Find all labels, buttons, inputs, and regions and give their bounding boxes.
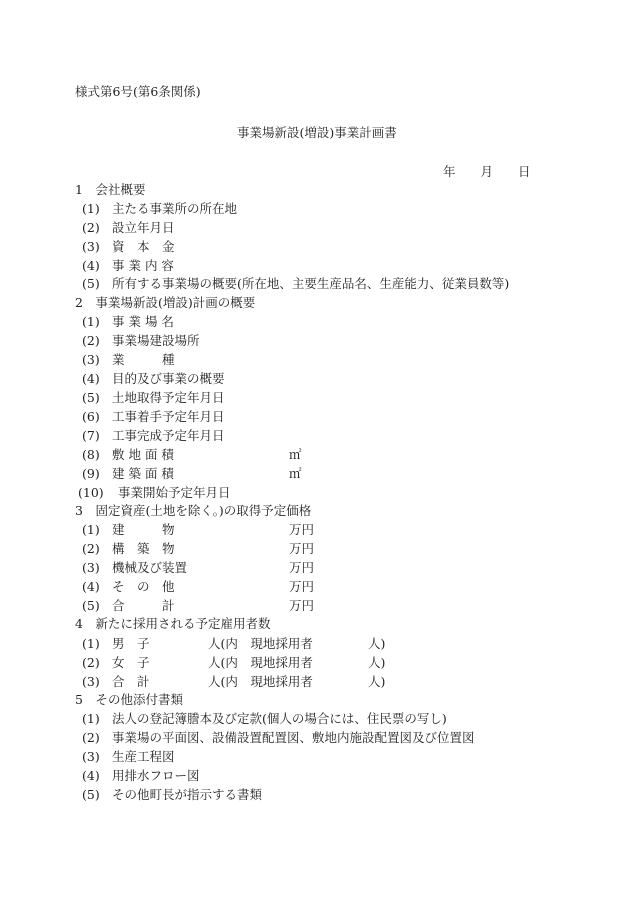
document-title: 事業場新設(増設)事業計画書 xyxy=(237,125,397,140)
item-label: 合 計 xyxy=(112,674,150,689)
persons-field: 人(内 現地採用者 xyxy=(208,674,313,689)
item-number: (4) xyxy=(82,768,100,783)
item-label: 用排水フロー図 xyxy=(112,768,200,783)
unit-label: 万円 xyxy=(289,541,315,556)
persons-close: 人) xyxy=(368,636,386,651)
section-heading: 1 会社概要 xyxy=(75,182,146,197)
item-label: 業 種 xyxy=(112,352,175,367)
item-number: (4) xyxy=(82,579,100,594)
item-label: 男 子 xyxy=(112,636,150,651)
item-number: (4) xyxy=(82,371,100,386)
unit-label: ㎡ xyxy=(289,447,302,462)
item-label: 事業場建設場所 xyxy=(112,333,200,348)
item-number: (2) xyxy=(82,730,100,745)
item-label: 敷 地 面 積 xyxy=(112,447,174,462)
unit-label: ㎡ xyxy=(289,466,302,481)
item-number: (5) xyxy=(82,276,100,291)
item-number: (1) xyxy=(82,522,100,537)
item-label: 工事着手予定年月日 xyxy=(112,409,225,424)
item-number: (2) xyxy=(82,541,100,556)
item-label: 設立年月日 xyxy=(112,220,175,235)
unit-label: 万円 xyxy=(289,579,315,594)
item-label: 所有する事業場の概要(所在地、主要生産品名、生産能力、従業員数等) xyxy=(112,276,510,291)
section-heading: 2 事業場新設(増設)計画の概要 xyxy=(75,295,256,310)
item-label: 機械及び装置 xyxy=(112,560,188,575)
item-number: (3) xyxy=(82,239,100,254)
item-label: 資 本 金 xyxy=(112,239,175,254)
item-number: (8) xyxy=(82,447,100,462)
form-number: 様式第6号(第6条関係) xyxy=(75,84,201,99)
item-number: (2) xyxy=(82,220,100,235)
date-line: 年 月 日 xyxy=(443,164,531,179)
item-number: (3) xyxy=(82,674,100,689)
item-number: (1) xyxy=(82,711,100,726)
item-number: (3) xyxy=(82,352,100,367)
item-number: (2) xyxy=(82,333,100,348)
unit-label: 万円 xyxy=(289,598,315,613)
item-number: (1) xyxy=(82,201,100,216)
item-number: (1) xyxy=(82,636,100,651)
section-heading: 4 新たに採用される予定雇用者数 xyxy=(75,616,271,631)
item-number: (5) xyxy=(82,787,100,802)
item-number: (3) xyxy=(82,749,100,764)
item-label: 事 業 場 名 xyxy=(112,314,174,329)
item-number: (1) xyxy=(82,314,100,329)
item-label: そ の 他 xyxy=(112,579,175,594)
item-number: (7) xyxy=(82,428,100,443)
unit-label: 万円 xyxy=(289,560,315,575)
item-label: 主たる事業所の所在地 xyxy=(112,201,238,216)
item-label: 法人の登記簿謄本及び定款(個人の場合には、住民票の写し) xyxy=(112,711,447,726)
item-label: 目的及び事業の概要 xyxy=(112,371,225,386)
item-label: その他町長が指示する書類 xyxy=(112,787,263,802)
item-label: 土地取得予定年月日 xyxy=(112,390,225,405)
item-number: (10) xyxy=(78,485,104,500)
item-number: (9) xyxy=(82,466,100,481)
persons-field: 人(内 現地採用者 xyxy=(208,655,313,670)
item-label: 建 築 面 積 xyxy=(112,466,174,481)
item-label: 合 計 xyxy=(112,598,175,613)
unit-label: 万円 xyxy=(289,522,315,537)
persons-field: 人(内 現地採用者 xyxy=(208,636,313,651)
item-label: 事業場の平面図、設備設置配置図、敷地内施設配置図及び位置図 xyxy=(112,730,475,745)
item-label: 事業開始予定年月日 xyxy=(118,485,231,500)
item-number: (5) xyxy=(82,598,100,613)
item-label: 建 物 xyxy=(112,522,175,537)
persons-close: 人) xyxy=(368,674,386,689)
item-number: (4) xyxy=(82,258,100,273)
item-label: 工事完成予定年月日 xyxy=(112,428,225,443)
item-label: 構 築 物 xyxy=(112,541,175,556)
item-number: (3) xyxy=(82,560,100,575)
persons-close: 人) xyxy=(368,655,386,670)
item-number: (5) xyxy=(82,390,100,405)
item-label: 事 業 内 容 xyxy=(112,258,174,273)
item-number: (2) xyxy=(82,655,100,670)
section-heading: 5 その他添付書類 xyxy=(75,692,183,707)
item-label: 女 子 xyxy=(112,655,150,670)
section-heading: 3 固定資産(土地を除く。)の取得予定価格 xyxy=(75,503,312,518)
item-number: (6) xyxy=(82,409,100,424)
item-label: 生産工程図 xyxy=(112,749,175,764)
